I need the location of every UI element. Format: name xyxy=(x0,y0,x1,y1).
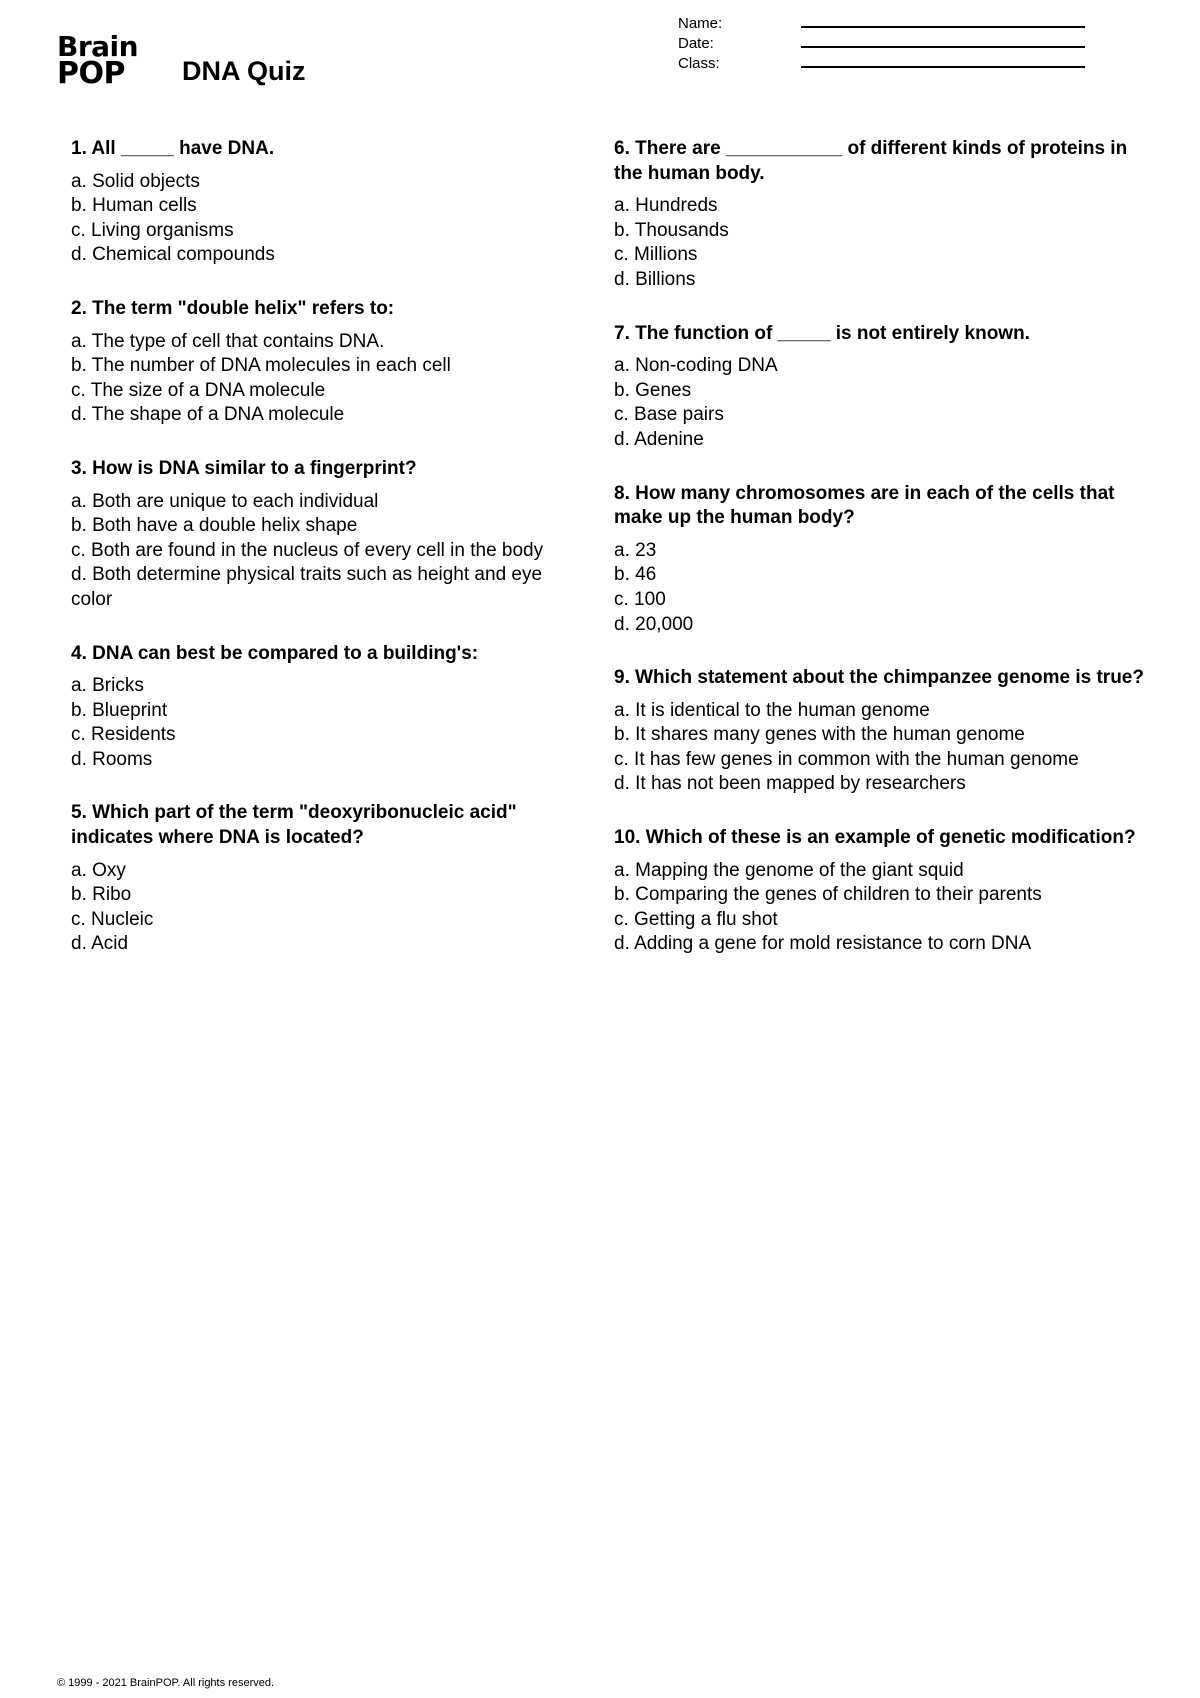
answer-option-c[interactable]: c. 100 xyxy=(614,588,666,610)
answer-option-a[interactable]: a. 23 xyxy=(614,539,657,561)
answer-option-c[interactable]: c. The size of a DNA molecule xyxy=(71,379,326,401)
question-5 xyxy=(71,801,581,957)
question-text: 7. The function of _____ is not entirely known. xyxy=(614,322,1030,344)
question-text: 8. How many chromosomes are in each of the cells that make up the human body? xyxy=(614,482,1115,529)
class-label: Class: xyxy=(678,55,720,72)
answer-option-c[interactable]: c. Getting a flu shot xyxy=(614,908,778,930)
question-7 xyxy=(614,322,1154,453)
answer-option-c[interactable]: c. Both are found in the nucleus of every cell in the body xyxy=(71,539,544,561)
question-9 xyxy=(614,666,1154,797)
answer-option-b[interactable]: b. Blueprint xyxy=(71,699,168,721)
question-text: 1. All _____ have DNA. xyxy=(71,138,275,159)
answer-option-b[interactable]: b. Ribo xyxy=(71,884,132,906)
answer-option-d[interactable]: d. The shape of a DNA molecule xyxy=(71,404,345,426)
answer-option-d[interactable]: d. 20,000 xyxy=(614,613,694,635)
brainpop-logo xyxy=(57,30,139,91)
question-text: 3. How is DNA similar to a fingerprint? xyxy=(71,457,417,479)
answer-option-b[interactable]: b. Comparing the genes of children to their parents xyxy=(614,884,1042,906)
answer-option-a[interactable]: a. The type of cell that contains DNA. xyxy=(71,330,385,352)
answer-option-b[interactable]: b. 46 xyxy=(614,564,657,586)
answer-option-d[interactable]: d. Both determine physical traits such as height and eye color xyxy=(71,564,543,610)
answer-option-c[interactable]: c. It has few genes in common with the human genome xyxy=(614,748,1079,770)
question-10 xyxy=(614,826,1154,957)
question-text: 4. DNA can best be compared to a building's: xyxy=(71,642,479,664)
question-4 xyxy=(71,642,581,773)
answer-option-d[interactable]: d. Rooms xyxy=(71,748,153,770)
answer-option-b[interactable]: b. Genes xyxy=(614,379,692,401)
logo-text-pop: POP xyxy=(57,56,125,91)
answer-option-d[interactable]: d. It has not been mapped by researchers xyxy=(614,773,966,795)
answer-option-c[interactable]: c. Living organisms xyxy=(71,219,234,241)
answer-option-a[interactable]: a. Bricks xyxy=(71,675,144,697)
question-text: 5. Which part of the term "deoxyribonucleic acid" indicates where DNA is located? xyxy=(71,802,517,849)
name-line[interactable] xyxy=(801,26,1085,28)
date-field[interactable] xyxy=(678,34,722,54)
date-line[interactable] xyxy=(801,46,1085,48)
class-line[interactable] xyxy=(801,66,1085,68)
answer-option-b[interactable]: b. Both have a double helix shape xyxy=(71,515,358,537)
question-text: 2. The term "double helix" refers to: xyxy=(71,297,395,319)
answer-option-c[interactable]: c. Millions xyxy=(614,244,698,266)
date-label: Date: xyxy=(678,35,714,52)
answer-option-c[interactable]: c. Residents xyxy=(71,724,176,746)
answer-option-b[interactable]: b. The number of DNA molecules in each cell xyxy=(71,355,451,377)
student-info-fields xyxy=(678,14,722,74)
question-3 xyxy=(71,457,581,613)
copyright-footer: © 1999 - 2021 BrainPOP. All rights reserved. xyxy=(57,1677,275,1689)
answer-option-d[interactable]: d. Chemical compounds xyxy=(71,244,275,266)
answer-option-d[interactable]: d. Adenine xyxy=(614,428,704,450)
class-field[interactable] xyxy=(678,54,722,74)
answer-option-c[interactable]: c. Base pairs xyxy=(614,404,724,426)
answer-option-a[interactable]: a. Mapping the genome of the giant squid xyxy=(614,859,964,881)
question-text: 6. There are ___________ of different kinds of proteins in the human body. xyxy=(614,138,1128,184)
answer-option-b[interactable]: b. Thousands xyxy=(614,219,729,241)
question-text: 10. Which of these is an example of genetic modification? xyxy=(614,827,1136,849)
question-1 xyxy=(71,137,581,268)
answer-option-a[interactable]: a. It is identical to the human genome xyxy=(614,699,930,721)
questions-left-column xyxy=(71,137,581,986)
answer-option-d[interactable]: d. Acid xyxy=(71,933,129,955)
answer-option-a[interactable]: a. Hundreds xyxy=(614,195,718,217)
answer-option-d[interactable]: d. Billions xyxy=(614,268,696,290)
answer-option-b[interactable]: b. Human cells xyxy=(71,195,197,217)
answer-option-c[interactable]: c. Nucleic xyxy=(71,908,154,930)
question-text: 9. Which statement about the chimpanzee genome is true? xyxy=(614,667,1144,689)
answer-option-d[interactable]: d. Adding a gene for mold resistance to corn DNA xyxy=(614,933,1032,955)
question-8 xyxy=(614,482,1154,638)
answer-option-a[interactable]: a. Oxy xyxy=(71,859,126,881)
question-6 xyxy=(614,137,1154,293)
questions-right-column xyxy=(614,137,1154,986)
answer-option-a[interactable]: a. Solid objects xyxy=(71,170,200,192)
name-field[interactable] xyxy=(678,14,722,34)
name-label: Name: xyxy=(678,15,723,32)
answer-option-a[interactable]: a. Both are unique to each individual xyxy=(71,490,379,512)
answer-option-a[interactable]: a. Non-coding DNA xyxy=(614,355,778,377)
question-2 xyxy=(71,297,581,428)
logo-text-brain: Brain xyxy=(57,30,139,63)
page-title: DNA Quiz xyxy=(182,56,306,86)
answer-option-b[interactable]: b. It shares many genes with the human genome xyxy=(614,724,1025,746)
